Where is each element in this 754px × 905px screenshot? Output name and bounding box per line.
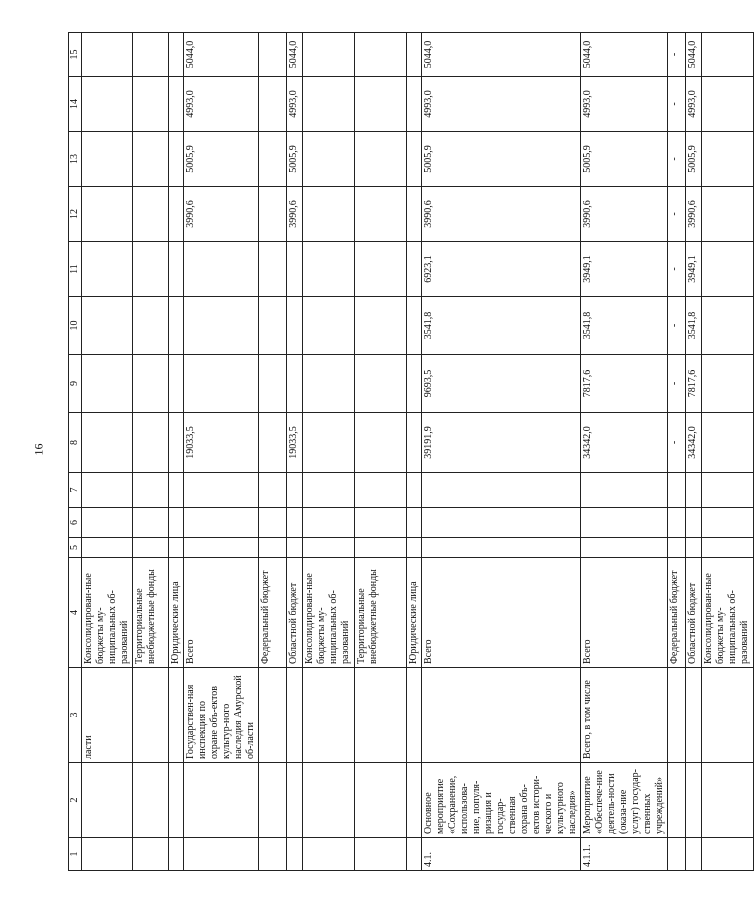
table-cell-col12: 3990,6	[422, 187, 581, 242]
table-cell-col4: Всего	[422, 558, 581, 668]
table-cell-col9	[169, 355, 184, 413]
table-cell-col2	[184, 763, 259, 838]
table-cell-col5	[287, 538, 303, 558]
table-cell-col15	[259, 33, 287, 77]
table-cell-col6	[407, 508, 422, 538]
table-cell-col12: 3990,6	[287, 187, 303, 242]
table-cell-col1	[668, 838, 686, 871]
table-cell-col8: -	[668, 413, 686, 473]
table-cell-col2: Основное мероприятие «Сохранение, использова-ние, популя-ризация и государ-ственная охрана объ-ектов истори-ческого и культурного наследия»	[422, 763, 581, 838]
table-cell-col2	[702, 763, 754, 838]
table-cell-col8	[82, 413, 133, 473]
table-cell-col6	[287, 508, 303, 538]
table-cell-col4: Консолидирован-ные бюджеты му-ниципальных об-разований	[82, 558, 133, 668]
table-cell-col8	[133, 413, 169, 473]
table-cell-col14: 4993,0	[422, 77, 581, 132]
table-cell-col8	[355, 413, 407, 473]
column-number: 9	[69, 355, 82, 413]
table-row	[184, 33, 259, 871]
table-cell-col1	[259, 838, 287, 871]
table-cell-col10	[355, 297, 407, 355]
table-row	[303, 33, 355, 871]
table-row	[702, 33, 754, 871]
table-cell-col7	[581, 473, 668, 508]
table-cell-col1	[82, 838, 133, 871]
table-cell-col14: -	[668, 77, 686, 132]
table-cell-col4: Юридические лица	[407, 558, 422, 668]
table-cell-col4: Всего	[581, 558, 668, 668]
table-cell-col1	[407, 838, 422, 871]
table-cell-col3	[686, 668, 702, 763]
table-cell-col6	[702, 508, 754, 538]
table-row	[422, 33, 581, 871]
table-cell-col2	[303, 763, 355, 838]
table-cell-col8	[407, 413, 422, 473]
table-cell-col14: 4993,0	[184, 77, 259, 132]
table-cell-col10: 3541,8	[422, 297, 581, 355]
table-cell-col12	[303, 187, 355, 242]
table-cell-col9	[133, 355, 169, 413]
table-cell-col4: Территориальные внебюджетные фонды	[133, 558, 169, 668]
table-cell-col13	[259, 132, 287, 187]
table-cell-col10	[169, 297, 184, 355]
table-cell-col12: 3990,6	[581, 187, 668, 242]
table-cell-col6	[259, 508, 287, 538]
table-cell-col8	[169, 413, 184, 473]
table-cell-col13	[355, 132, 407, 187]
table-cell-col13: 5005,9	[287, 132, 303, 187]
table-cell-col1	[303, 838, 355, 871]
table-cell-col10	[303, 297, 355, 355]
table-cell-col6	[133, 508, 169, 538]
table-cell-col5	[82, 538, 133, 558]
table-cell-col11	[303, 242, 355, 297]
table-cell-col5	[169, 538, 184, 558]
table-cell-col15	[82, 33, 133, 77]
table-row	[169, 33, 184, 871]
table-cell-col9: 7817,6	[686, 355, 702, 413]
table-cell-col3	[355, 668, 407, 763]
table-cell-col7	[133, 473, 169, 508]
table-cell-col2	[407, 763, 422, 838]
table-cell-col13	[82, 132, 133, 187]
table-row	[133, 33, 169, 871]
table-cell-col5	[581, 538, 668, 558]
table-cell-col11	[355, 242, 407, 297]
table-cell-col10: 3541,8	[581, 297, 668, 355]
table-cell-col6	[355, 508, 407, 538]
table-cell-col4: Консолидирован-ные бюджеты му-ниципальных об-разований	[702, 558, 754, 668]
table-cell-col1	[702, 838, 754, 871]
column-number: 11	[69, 242, 82, 297]
table-cell-col15	[702, 33, 754, 77]
table-cell-col12	[355, 187, 407, 242]
table-cell-col3	[702, 668, 754, 763]
table-cell-col9: 7817,6	[581, 355, 668, 413]
table-cell-col10: 3541,8	[686, 297, 702, 355]
table-cell-col5	[702, 538, 754, 558]
table-cell-col13	[303, 132, 355, 187]
table-cell-col9: 9693,5	[422, 355, 581, 413]
table-cell-col3: Всего, в том числе	[581, 668, 668, 763]
column-number: 14	[69, 77, 82, 132]
table-cell-col10	[702, 297, 754, 355]
table-cell-col10: -	[668, 297, 686, 355]
table-cell-col4: Консолидирован-ные бюджеты му-ниципальных об-разований	[303, 558, 355, 668]
table-cell-col7	[422, 473, 581, 508]
table-cell-col9	[407, 355, 422, 413]
table-cell-col3	[407, 668, 422, 763]
table-cell-col12	[169, 187, 184, 242]
table-cell-col1	[686, 838, 702, 871]
table-cell-col11	[287, 242, 303, 297]
table-cell-col7	[668, 473, 686, 508]
table-cell-col7	[82, 473, 133, 508]
table-cell-col6	[303, 508, 355, 538]
table-cell-col8	[303, 413, 355, 473]
table-cell-col6	[668, 508, 686, 538]
table-cell-col9	[303, 355, 355, 413]
table-cell-col11	[702, 242, 754, 297]
table-cell-col14	[355, 77, 407, 132]
table-cell-col8	[702, 413, 754, 473]
column-number: 3	[69, 668, 82, 763]
table-cell-col12	[259, 187, 287, 242]
table-row	[355, 33, 407, 871]
table-cell-col6	[422, 508, 581, 538]
table-cell-col8: 34342,0	[686, 413, 702, 473]
column-number: 5	[69, 538, 82, 558]
table-row	[82, 33, 133, 871]
table-cell-col13: 5005,9	[581, 132, 668, 187]
table-cell-col1	[355, 838, 407, 871]
table-cell-col7	[686, 473, 702, 508]
table-cell-col15: 5044,0	[422, 33, 581, 77]
column-number: 15	[69, 33, 82, 77]
budget-table-sheet	[68, 33, 750, 871]
table-cell-col11: 3949,1	[686, 242, 702, 297]
table-cell-col10	[82, 297, 133, 355]
table-cell-col2	[82, 763, 133, 838]
table-cell-col6	[184, 508, 259, 538]
table-cell-col4: Юридические лица	[169, 558, 184, 668]
table-cell-col3: Государствен-ная инспекция по охране объ-ектов культур-ного наследия Амурской об-ласти	[184, 668, 259, 763]
table-cell-col8: 34342,0	[581, 413, 668, 473]
table-cell-col5	[355, 538, 407, 558]
table-row	[259, 33, 287, 871]
table-cell-col13	[169, 132, 184, 187]
table-cell-col7	[407, 473, 422, 508]
page-number: 16	[31, 443, 46, 456]
table-cell-col15: 5044,0	[184, 33, 259, 77]
column-number-row	[69, 33, 82, 871]
table-cell-col12: 3990,6	[686, 187, 702, 242]
table-cell-col7	[355, 473, 407, 508]
table-cell-col15: 5044,0	[287, 33, 303, 77]
table-cell-col4: Областной бюджет	[686, 558, 702, 668]
table-cell-col3	[668, 668, 686, 763]
table-cell-col7	[259, 473, 287, 508]
table-cell-col13	[133, 132, 169, 187]
table-cell-col13: 5005,9	[686, 132, 702, 187]
table-cell-col6	[169, 508, 184, 538]
column-number: 10	[69, 297, 82, 355]
table-cell-col14	[702, 77, 754, 132]
table-cell-col3	[133, 668, 169, 763]
column-number: 4	[69, 558, 82, 668]
table-cell-col6	[581, 508, 668, 538]
table-cell-col6	[686, 508, 702, 538]
table-cell-col7	[287, 473, 303, 508]
table-cell-col7	[702, 473, 754, 508]
table-cell-col10	[184, 297, 259, 355]
table-cell-col13: 5005,9	[184, 132, 259, 187]
table-cell-col9	[82, 355, 133, 413]
table-cell-col14: 4993,0	[686, 77, 702, 132]
table-cell-col12	[133, 187, 169, 242]
table-cell-col10	[133, 297, 169, 355]
table-cell-col3	[287, 668, 303, 763]
table-cell-col2	[259, 763, 287, 838]
table-row	[581, 33, 668, 871]
column-number: 8	[69, 413, 82, 473]
table-cell-col1	[287, 838, 303, 871]
table-cell-col13: 5005,9	[422, 132, 581, 187]
table-cell-col5	[259, 538, 287, 558]
column-number: 7	[69, 473, 82, 508]
table-cell-col5	[303, 538, 355, 558]
table-cell-col15	[355, 33, 407, 77]
table-cell-col5	[184, 538, 259, 558]
table-cell-col14: 4993,0	[287, 77, 303, 132]
table-cell-col5	[686, 538, 702, 558]
table-cell-col2	[668, 763, 686, 838]
table-cell-col12	[407, 187, 422, 242]
table-cell-col9	[355, 355, 407, 413]
table-cell-col7	[169, 473, 184, 508]
table-cell-col2: Мероприятие «Обеспече-ние деятель-ности (оказа-ние услуг) государ-ственных учреждений»	[581, 763, 668, 838]
table-cell-col3	[169, 668, 184, 763]
table-cell-col14	[407, 77, 422, 132]
table-cell-col14	[133, 77, 169, 132]
table-cell-col4: Всего	[184, 558, 259, 668]
table-cell-col4: Областной бюджет	[287, 558, 303, 668]
table-cell-col2	[686, 763, 702, 838]
table-cell-col11	[184, 242, 259, 297]
table-row	[407, 33, 422, 871]
table-cell-col12: -	[668, 187, 686, 242]
table-cell-col3: ласти	[82, 668, 133, 763]
table-cell-col15	[133, 33, 169, 77]
table-cell-col1: 4.1.	[422, 838, 581, 871]
table-cell-col3	[422, 668, 581, 763]
table-cell-col11: 3949,1	[581, 242, 668, 297]
table-cell-col8: 19033,5	[287, 413, 303, 473]
column-number: 12	[69, 187, 82, 242]
table-cell-col11: 6923,1	[422, 242, 581, 297]
column-number: 1	[69, 838, 82, 871]
table-cell-col14	[169, 77, 184, 132]
column-number: 13	[69, 132, 82, 187]
table-cell-col2	[169, 763, 184, 838]
budget-table	[68, 32, 754, 871]
table-cell-col6	[82, 508, 133, 538]
table-cell-col4: Территориальные внебюджетные фонды	[355, 558, 407, 668]
table-cell-col11	[259, 242, 287, 297]
table-cell-col5	[668, 538, 686, 558]
table-cell-col10	[287, 297, 303, 355]
table-cell-col8: 39191,9	[422, 413, 581, 473]
table-cell-col13	[702, 132, 754, 187]
table-cell-col14	[259, 77, 287, 132]
table-cell-col5	[422, 538, 581, 558]
table-cell-col13: -	[668, 132, 686, 187]
table-cell-col14	[303, 77, 355, 132]
table-cell-col2	[287, 763, 303, 838]
table-cell-col15	[303, 33, 355, 77]
table-cell-col1	[184, 838, 259, 871]
table-cell-col11: -	[668, 242, 686, 297]
table-cell-col14	[82, 77, 133, 132]
table-cell-col9	[287, 355, 303, 413]
table-cell-col11	[169, 242, 184, 297]
table-cell-col2	[355, 763, 407, 838]
table-cell-col13	[407, 132, 422, 187]
column-number: 6	[69, 508, 82, 538]
table-cell-col7	[184, 473, 259, 508]
table-cell-col5	[133, 538, 169, 558]
table-cell-col15: -	[668, 33, 686, 77]
table-cell-col9	[702, 355, 754, 413]
table-row	[686, 33, 702, 871]
table-cell-col2	[133, 763, 169, 838]
table-cell-col1	[169, 838, 184, 871]
table-cell-col14: 4993,0	[581, 77, 668, 132]
table-cell-col11	[133, 242, 169, 297]
table-cell-col3	[259, 668, 287, 763]
table-cell-col5	[407, 538, 422, 558]
table-cell-col3	[303, 668, 355, 763]
table-cell-col8	[259, 413, 287, 473]
column-number: 2	[69, 763, 82, 838]
table-cell-col8: 19033,5	[184, 413, 259, 473]
table-cell-col7	[303, 473, 355, 508]
table-cell-col12	[702, 187, 754, 242]
table-cell-col11	[407, 242, 422, 297]
table-cell-col4: Федеральный бюджет	[259, 558, 287, 668]
table-cell-col11	[82, 242, 133, 297]
table-cell-col15	[169, 33, 184, 77]
table-cell-col4: Федеральный бюджет	[668, 558, 686, 668]
table-cell-col9	[184, 355, 259, 413]
table-cell-col1: 4.1.1.	[581, 838, 668, 871]
table-cell-col15: 5044,0	[686, 33, 702, 77]
table-cell-col9	[259, 355, 287, 413]
table-cell-col10	[259, 297, 287, 355]
table-cell-col1	[133, 838, 169, 871]
table-cell-col10	[407, 297, 422, 355]
table-cell-col15: 5044,0	[581, 33, 668, 77]
table-cell-col12: 3990,6	[184, 187, 259, 242]
table-row	[287, 33, 303, 871]
table-cell-col15	[407, 33, 422, 77]
table-cell-col9: -	[668, 355, 686, 413]
table-row	[668, 33, 686, 871]
table-cell-col12	[82, 187, 133, 242]
